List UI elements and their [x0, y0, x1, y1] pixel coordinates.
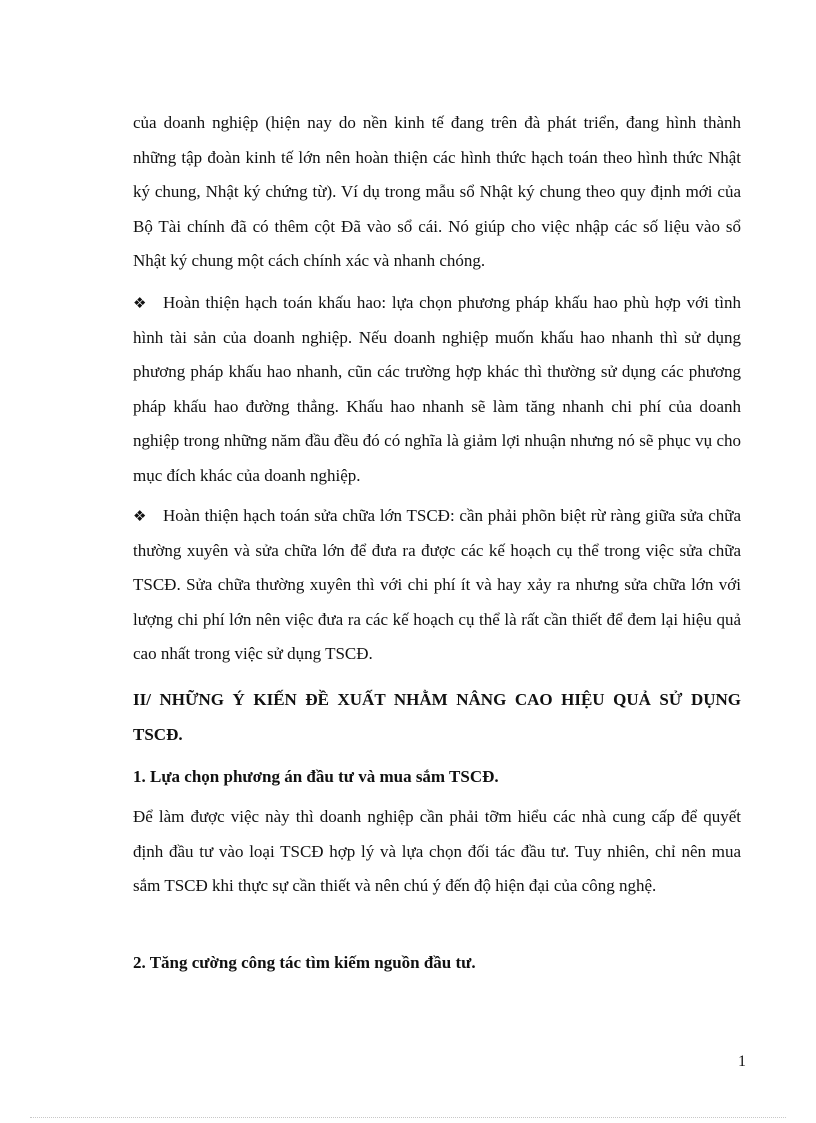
- diamond-bullet-icon: ❖: [133, 294, 147, 312]
- subheading-1: 1. Lựa chọn phương án đầu tư và mua sắm TSCĐ.: [133, 767, 499, 786]
- paragraph-investment: Để làm được việc này thì doanh nghiệp cần phải tỡm hiểu các nhà cung cấp để quyết định đầu tư vào loại TSCĐ hợp lý và lựa chọn đối tác đầu tư. Tuy nhiên, chỉ nên mua sắm TSCĐ khi thực sự cần thiết và nên chú ý đến độ hiện đại của công nghệ.: [133, 807, 741, 895]
- section-heading-ii: II/ NHỮNG Ý KIẾN ĐỀ XUẤT NHẰM NÂNG CAO HIỆU QUẢ SỬ DỤNG TSCĐ.: [133, 690, 741, 744]
- bullet-repair-text: Hoàn thiện hạch toán sửa chữa lớn TSCĐ: cần phải phõn biệt rừ ràng giữa sửa chữa thường xuyên và sửa chữa lớn để đưa ra được các kế hoạch cụ thể trong việc sửa chữa TSCĐ. Sửa chữa thường xuyên thì với chi phí ít và hay xảy ra nhưng sửa chữa lớn với lượng chi phí lớn nên việc đưa ra các kế hoạch cụ thể là rất cần thiết để đem lại hiệu quả cao nhất trong việc sử dụng TSCĐ.: [133, 506, 741, 663]
- bullet-depreciation-text: Hoàn thiện hạch toán khấu hao: lựa chọn phương pháp khấu hao phù hợp với tình hình tài sản của doanh nghiệp. Nếu doanh nghiệp muốn khấu hao nhanh thì sử dụng phương pháp khấu hao nhanh, cũn các trường hợp khác thì thường sử dụng các phương pháp khấu hao đường thẳng. Khấu hao nhanh sẽ làm tăng nhanh chi phí của doanh nghiệp trong những năm đầu đều đó có nghĩa là giảm lợi nhuận nhưng nó sẽ phục vụ cho mục đích khác của doanh nghiệp.: [133, 293, 741, 485]
- bullet-repair: [133, 499, 741, 672]
- subheading-2: 2. Tăng cường công tác tìm kiếm nguồn đầu tư.: [133, 953, 476, 972]
- page-number: 1: [738, 1053, 746, 1070]
- diamond-bullet-icon: ❖: [133, 507, 147, 525]
- footer-divider: [30, 1117, 786, 1118]
- paragraph-intro: của doanh nghiệp (hiện nay do nền kinh tế đang trên đà phát triển, đang hình thành những tập đoàn kinh tế lớn nên hoàn thiện các hình thức hạch toán theo hình thức Nhật ký chung, Nhật ký chứng từ). Ví dụ trong mẫu sổ Nhật ký chung theo quy định mới của Bộ Tài chính đã có thêm cột Đã vào sổ cái. Nó giúp cho việc nhập các số liệu vào sổ Nhật ký chung một cách chính xác và nhanh chóng.: [133, 113, 741, 270]
- bullet-depreciation: [133, 286, 741, 493]
